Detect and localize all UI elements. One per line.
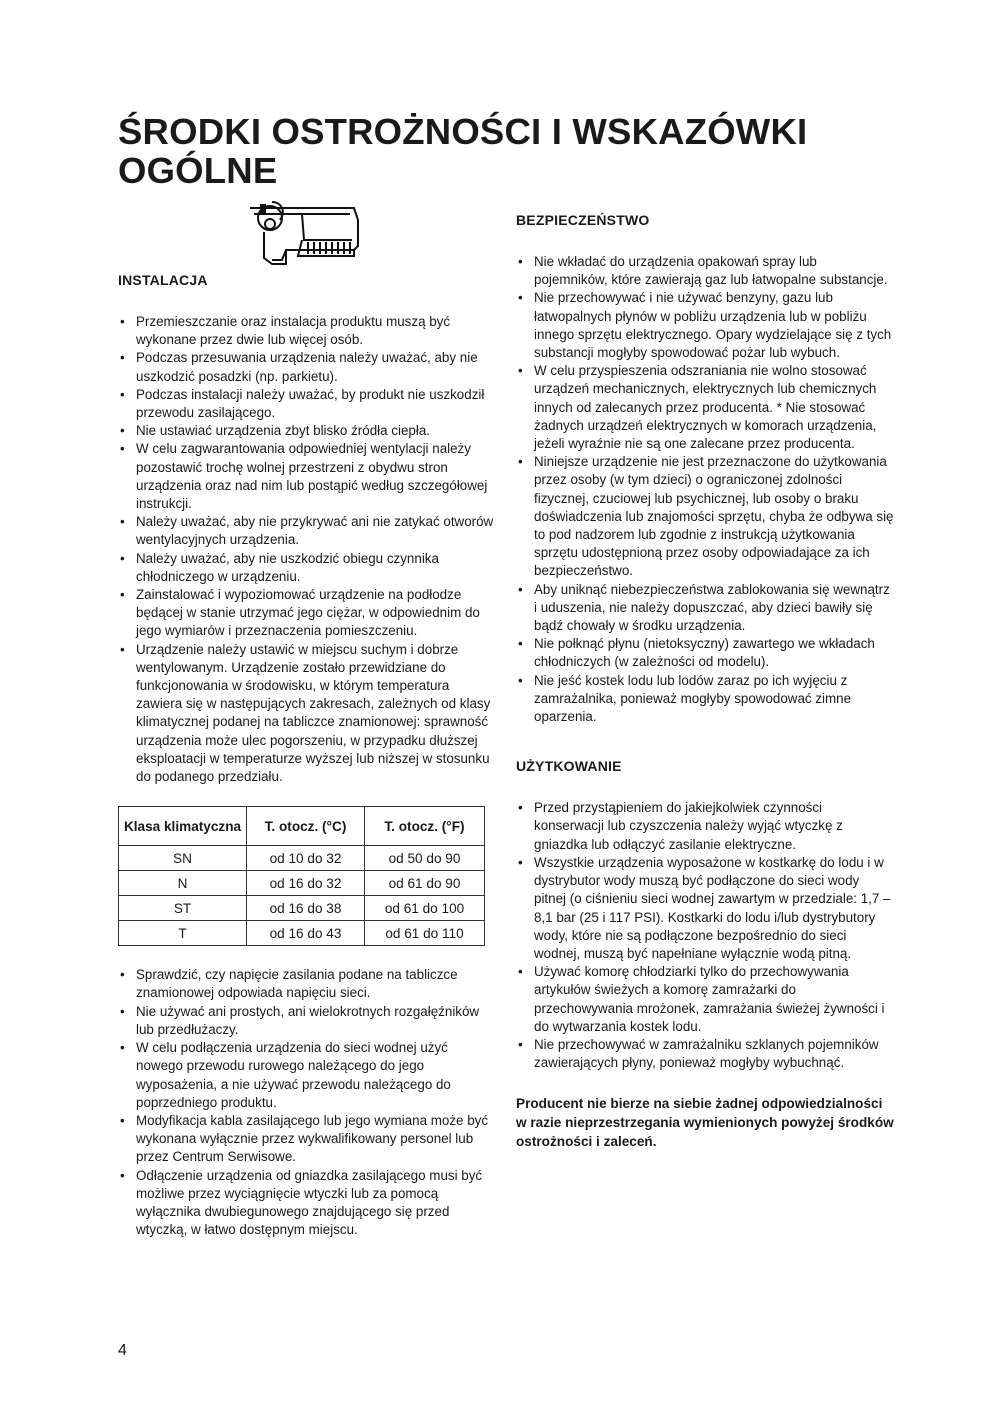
list-item: • Sprawdzić, czy napięcie zasilania podane na tabliczce znamionowej odpowiada napięciu sieci. <box>118 966 494 1002</box>
table-cell: od 10 do 32 <box>247 846 365 871</box>
table-cell: od 16 do 38 <box>247 896 365 921</box>
list-item: • W celu podłączenia urządzenia do sieci wodnej użyć nowego przewodu rurowego należącego do jego wyposażenia, a nie używać przewodu należącego do poprzedniego produktu. <box>118 1039 494 1112</box>
liability-disclaimer: Producent nie bierze na siebie żadnej odpowiedzialności w razie nieprzestrzegania wymienionych powyżej środków ostrożności i zaleceń. <box>516 1096 894 1150</box>
table-cell: od 16 do 32 <box>247 871 365 896</box>
list-item: • Należy uważać, aby nie uszkodzić obiegu czynnika chłodniczego w urządzeniu. <box>118 550 494 586</box>
list-item: • Używać komorę chłodziarki tylko do przechowywania artykułów świeżych a komorę zamrażarki do przechowywania mrożonek, zamrażania świeżej żywności i do wytwarzania kostek lodu. <box>516 963 894 1036</box>
table-row <box>119 846 485 871</box>
safety-heading: BEZPIECZEŃSTWO <box>516 212 650 228</box>
list-item: • Wszystkie urządzenia wyposażone w kostkarkę do lodu i w dystrybutor wody muszą być podłączone do sieci wody pitnej (o ciśnieniu sieci wodnej zawartym w przedziale: 1,7 – 8,1 bar (25 i 117 PSI). Kostkarki do lodu i/lub dystrybutory wody, które nie są podłączone bezpośrednio do sieci wodnej, muszą być napełniane wyłącznie wodą pitną. <box>516 854 894 963</box>
table-header-cell: T. otocz. (°F) <box>365 807 485 846</box>
table-cell: od 16 do 43 <box>247 921 365 946</box>
safety-list <box>516 253 894 726</box>
table-row <box>119 921 485 946</box>
climate-class-table <box>118 806 485 946</box>
page-number: 4 <box>118 1342 127 1359</box>
list-item: • Niniejsze urządzenie nie jest przeznaczone do użytkowania przez osoby (w tym dzieci) o ograniczonej zdolności fizycznej, czuciowej lub psychicznej, lub osoby o braku doświadczenia lub znajomości sprzętu, chyba że odbywa się to pod nadzorem lub zgodnie z instrukcją użytkowania sprzętu udostępnioną przez osoby odpowiadające za ich bezpieczeństwo. <box>516 453 894 580</box>
installation-column <box>118 270 494 1239</box>
list-item: • Nie ustawiać urządzenia zbyt blisko źródła ciepła. <box>118 422 494 440</box>
table-cell: od 61 do 110 <box>365 921 485 946</box>
installation-list-2 <box>118 966 494 1239</box>
list-item: • Nie używać ani prostych, ani wielokrotnych rozgałęźników lub przedłużaczy. <box>118 1003 494 1039</box>
list-item: • Aby uniknąć niebezpieczeństwa zablokowania się wewnątrz i uduszenia, nie należy dopuszczać, aby dzieci bawiły się bądź chowały w środku urządzenia. <box>516 581 894 636</box>
list-item: • W celu przyspieszenia odszraniania nie wolno stosować urządzeń mechanicznych, elektrycznych lub chemicznych innych od zalecanych przez producenta. * Nie stosować żadnych urządzeń elektrycznych w komorach urządzenia, jeżeli wyraźnie nie są one zalecane przez producenta. <box>516 362 894 453</box>
usage-heading: UŻYTKOWANIE <box>516 758 622 775</box>
list-item: • Przed przystąpieniem do jakiejkolwiek czynności konserwacji lub czyszczenia należy wyjąć wtyczkę z gniazdka lub odłączyć zasilanie elektryczne. <box>516 799 894 854</box>
usage-list <box>516 799 894 1072</box>
page-title: ŚRODKI OSTROŻNOŚCI I WSKAZÓWKI OGÓLNE <box>118 111 808 191</box>
usage-section <box>516 756 894 1151</box>
table-cell: od 50 do 90 <box>365 846 485 871</box>
list-item: • Zainstalować i wypoziomować urządzenie na podłodze będącej w stanie utrzymać jego ciężar, w odpowiednim do jego wymiarów i przeznaczenia pomieszczeniu. <box>118 586 494 641</box>
list-item: • Nie wkładać do urządzenia opakowań spray lub pojemników, które zawierają gaz lub łatwopalne substancje. <box>516 253 894 289</box>
installation-heading: INSTALACJA <box>118 272 208 288</box>
list-item: • Należy uważać, aby nie przykrywać ani nie zatykać otworów wentylacyjnych urządzenia. <box>118 513 494 549</box>
list-item: • Urządzenie należy ustawić w miejscu suchym i dobrze wentylowanym. Urządzenie zostało przewidziane do funkcjonowania w środowisku, w którym temperatura zawiera się w następujących zakresach, zależnych od klasy klimatycznej podanej na tabliczce znamionowej: sprawność urządzenia może ulec pogorszeniu, w przypadku dłuższej eksploatacji w temperaturze wyższej lub niższej w stosunku do podanego przedziału. <box>118 641 494 787</box>
table-row <box>119 896 485 921</box>
table-header-cell: Klasa klimatyczna <box>119 807 247 846</box>
safety-usage-column <box>516 210 894 1151</box>
table-cell: T <box>119 921 247 946</box>
installation-list <box>118 313 494 786</box>
table-cell: od 61 do 90 <box>365 871 485 896</box>
list-item: • Przemieszczanie oraz instalacja produktu muszą być wykonane przez dwie lub więcej osób. <box>118 313 494 349</box>
table-header-row <box>119 807 485 846</box>
table-cell: od 61 do 100 <box>365 896 485 921</box>
list-item: • Nie jeść kostek lodu lub lodów zaraz po ich wyjęciu z zamrażalnika, ponieważ mogłyby spowodować zimne oparzenia. <box>516 672 894 727</box>
table-row <box>119 871 485 896</box>
list-item: • Odłączenie urządzenia od gniazdka zasilającego musi być możliwe przez wyciągnięcie wtyczki lub za pomocą wyłącznika dwubiegunowego znajdującego się przed wtyczką, w łatwo dostępnym miejscu. <box>118 1167 494 1240</box>
list-item: • Modyfikacja kabla zasilającego lub jego wymiana może być wykonana wyłącznie przez wykwalifikowany personel lub przez Centrum Serwisowe. <box>118 1112 494 1167</box>
list-item: • Podczas przesuwania urządzenia należy uważać, aby nie uszkodzić posadzki (np. parkietu). <box>118 349 494 385</box>
refrigerator-installation-illustration <box>242 198 364 270</box>
table-cell: SN <box>119 846 247 871</box>
list-item: • Podczas instalacji należy uważać, by produkt nie uszkodził przewodu zasilającego. <box>118 386 494 422</box>
list-item: • Nie przechowywać i nie używać benzyny, gazu lub łatwopalnych płynów w pobliżu urządzenia lub w pobliżu innego sprzętu elektrycznego. Opary wydzielające się z tych substancji mogłyby spowodować pożar lub wybuch. <box>516 289 894 362</box>
list-item: • Nie przechowywać w zamrażalniku szklanych pojemników zawierających płyny, ponieważ mogłyby wybuchnąć. <box>516 1036 894 1072</box>
table-header-cell: T. otocz. (°C) <box>247 807 365 846</box>
list-item: • Nie połknąć płynu (nietoksyczny) zawartego we wkładach chłodniczych (w zależności od modelu). <box>516 635 894 671</box>
table-cell: N <box>119 871 247 896</box>
table-cell: ST <box>119 896 247 921</box>
list-item: • W celu zagwarantowania odpowiedniej wentylacji należy pozostawić trochę wolnej przestrzeni z obydwu stron urządzenia oraz nad nim lub postąpić według szczegółowej instrukcji. <box>118 440 494 513</box>
